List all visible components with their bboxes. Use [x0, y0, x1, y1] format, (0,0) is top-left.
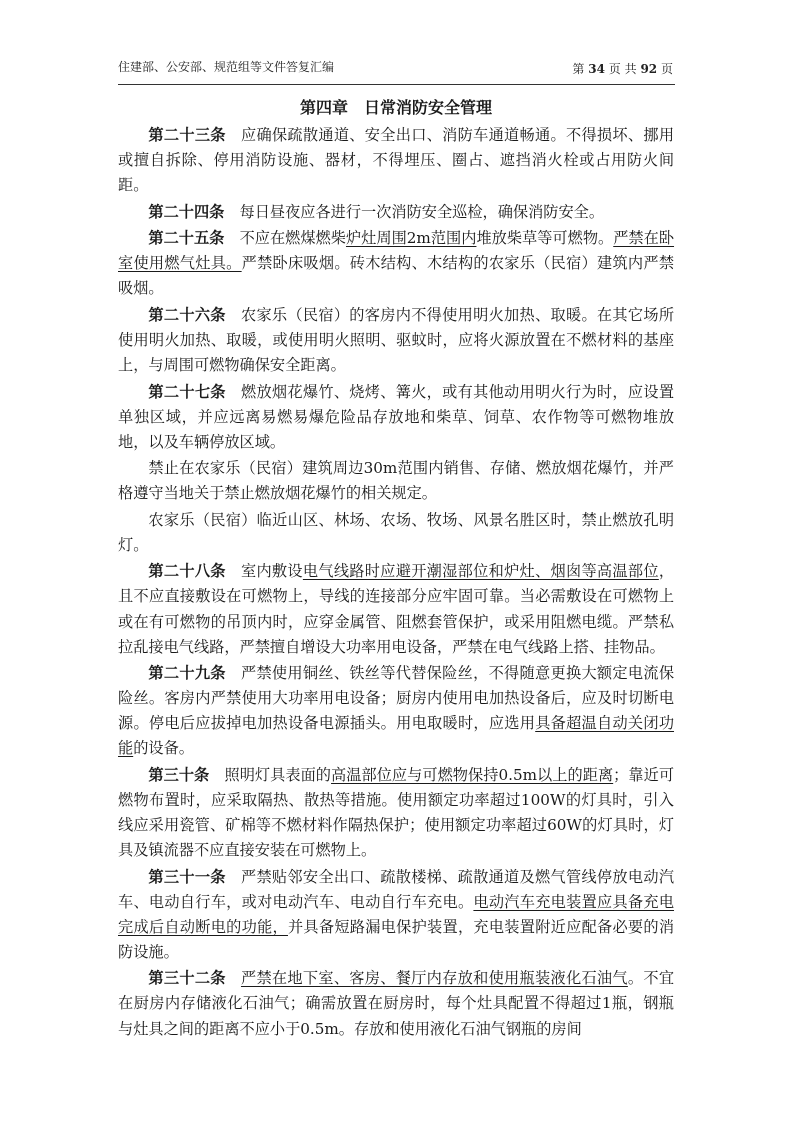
article-label: 第二十四条 — [148, 202, 225, 221]
article-29 — [118, 661, 674, 761]
article-27-paragraph-2: 禁止在农家乐（民宿）建筑周边30m范围内销售、存储、燃放烟花爆竹，并严格遵守当地关于禁止燃放烟花爆竹的相关规定。 — [118, 459, 674, 503]
article-label: 第三十一条 — [148, 867, 226, 886]
page-prefix: 第 — [572, 62, 585, 76]
article-text: 。不宜在厨房内存储液化石油气；确需放置在厨房时，每个灶具配置不得超过1瓶，钢瓶与灶具之间的距离不应小于0.5m。存放和使用液化石油气钢瓶的房间 — [118, 969, 675, 1038]
article-text: 应确保疏散通道、安全出口、消防车通道畅通。不得损坏、挪用或擅自拆除、停用消防设施、器材，不得埋压、圈占、遮挡消火栓或占用防火间距。 — [118, 126, 675, 195]
page-indicator — [572, 60, 673, 77]
underlined-text: 具备超温自动关闭功能 — [118, 714, 675, 758]
article-text: 照明灯具表面的 — [224, 765, 332, 784]
underlined-text: 高温部位应与可燃物保持0.5m以上的距离 — [331, 765, 614, 784]
article-26 — [118, 303, 674, 378]
article-25 — [118, 226, 674, 301]
article-text: 堆放柴草等可燃物。 — [476, 229, 614, 248]
article-text: 燃放烟花爆竹、烧烤、篝火，或有其他动用明火行为时，应设置单独区域，并应远离易燃易爆危险品存放地和柴草、饲草、农作物等可燃物堆放地，以及车辆停放区域。 — [118, 382, 675, 451]
article-31 — [118, 865, 674, 965]
article-text: 严禁使用铜丝、铁丝等代替保险丝，不得随意更换大额定电流保险丝。客房内严禁使用大功率用电设备；厨房内使用电加热设备后，应及时切断电源。停电后应拔掉电加热设备电源插头。用电取暖时，应选用 — [118, 664, 675, 733]
total-page-number: 92 — [640, 62, 658, 76]
article-label: 第二十五条 — [148, 229, 225, 248]
header-divider — [118, 84, 675, 85]
article-text: 农家乐（民宿）的客房内不得使用明火加热、取暖。在其它场所使用明火加热、取暖，或使用明火照明、驱蚊时，应将火源放置在不燃材料的基座上，与周围可燃物确保安全距离。 — [118, 305, 675, 375]
article-text: 并具备短路漏电保护装置，充电装置附近应配备必要的消防设施。 — [118, 917, 675, 961]
article-text: 不应在燃煤燃柴 — [239, 229, 346, 248]
article-label: 第二十九条 — [148, 664, 226, 683]
underlined-text: 炉灶周围2m范围内 — [345, 229, 477, 248]
document-body — [118, 93, 674, 1042]
article-text: 严禁贴邻安全出口、疏散楼梯、疏散通道及燃气管线停放电动汽车、电动自行车，或对电动汽车、电动自行车充电。 — [118, 867, 675, 911]
article-23 — [118, 123, 674, 198]
chapter-title: 第四章 日常消防安全管理 — [299, 98, 492, 117]
page-suffix: 页 — [660, 62, 673, 76]
article-label: 第三十二条 — [148, 969, 226, 988]
underlined-text: 电动汽车充电装置应具备充电完成后自动断电的功能， — [118, 892, 675, 936]
article-text: 的设备。 — [133, 739, 194, 758]
underlined-text: 严禁在卧室使用燃气灶具。 — [118, 229, 675, 273]
article-text: ，且不应直接敷设在可燃物上，导线的连接部分应牢固可靠。当必需敷设在可燃物上或在有可燃物的吊顶内时，应穿金属管、阻燃套管保护，或采用阻燃电缆。严禁私拉乱接电气线路，严禁擅自增设大功率用电设备，严禁在电气线路上搭、挂物品。 — [118, 562, 675, 656]
article-text: 每日昼夜应各进行一次消防安全巡检，确保消防安全。 — [239, 202, 605, 221]
article-text: 严禁卧床吸烟。砖木结构、木结构的农家乐（民宿）建筑内严禁吸烟。 — [118, 254, 675, 298]
underlined-text: 电气线路时应避开潮湿部位和炉灶、烟囱等高温部位 — [302, 562, 659, 581]
underlined-text: 严禁在地下室、客房、餐厅内存放和使用瓶装液化石油气 — [240, 969, 628, 988]
current-page-number: 34 — [588, 62, 605, 76]
article-28 — [118, 559, 674, 659]
article-30 — [118, 763, 674, 863]
article-32 — [118, 966, 674, 1041]
article-label: 第二十六条 — [148, 305, 226, 324]
article-label: 第二十八条 — [148, 562, 226, 581]
document-header-title: 住建部、公安部、规范组等文件答复汇编 — [118, 60, 335, 74]
article-label: 第三十条 — [148, 765, 210, 784]
article-27-paragraph-3: 农家乐（民宿）临近山区、林场、农场、牧场、风景名胜区时，禁止燃放孔明灯。 — [118, 510, 674, 554]
article-text: ；靠近可燃物布置时，应采取隔热、散热等措施。使用额定功率超过100W的灯具时，引入线应采用瓷管、矿棉等不燃材料作隔热保护；使用额定功率超过60W的灯具时，灯具及镇流器不应直接安装在可燃物上。 — [118, 765, 675, 860]
article-24 — [118, 200, 674, 225]
article-text: 室内敷设 — [240, 562, 303, 581]
article-27 — [118, 380, 674, 455]
article-label: 第二十七条 — [148, 382, 226, 401]
page-mid: 页 共 — [608, 62, 637, 76]
article-label: 第二十三条 — [148, 126, 226, 144]
